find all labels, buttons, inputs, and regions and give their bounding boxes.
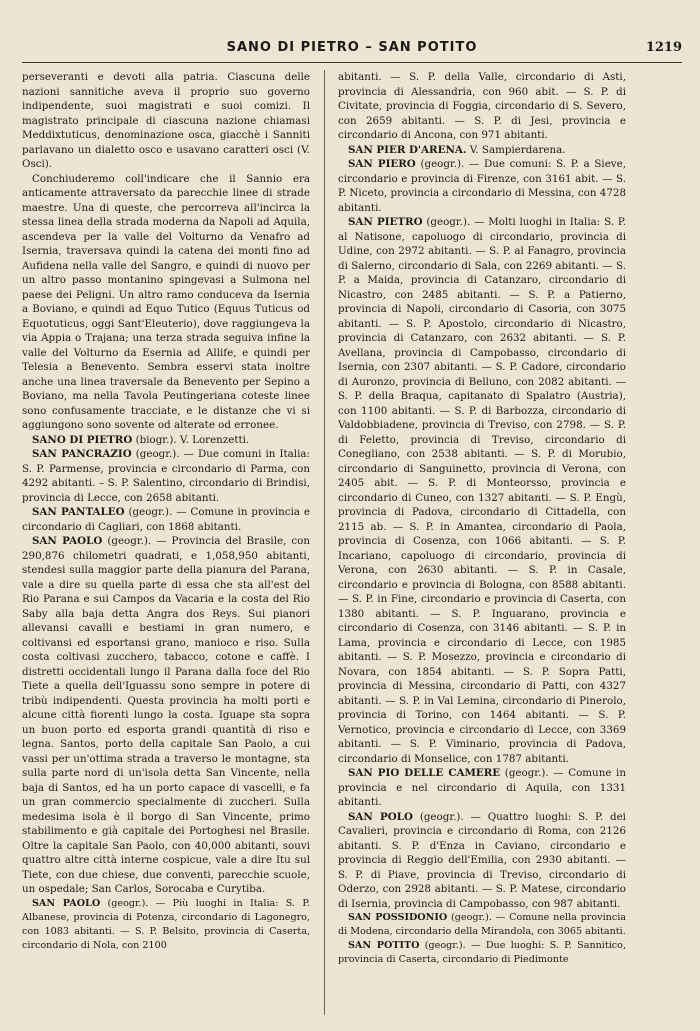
page-number: 1219 <box>645 40 682 55</box>
entry-paragraph <box>338 939 626 967</box>
entry-text: V. Sampierdarena. <box>469 143 566 156</box>
entry-text: (geogr.). — Due luoghi: S. P. Sannitico, provincia di Caserta, circondario di Piedimonte <box>338 940 626 965</box>
header-title: SANO DI PIETRO – SAN POTITO <box>226 40 478 55</box>
entry-paragraph <box>338 70 626 143</box>
entry-paragraph <box>22 433 310 448</box>
running-header <box>22 34 682 63</box>
entry-paragraph <box>22 505 310 534</box>
entry-headword: SAN PANTALEO <box>32 506 125 518</box>
entry-paragraph <box>22 534 310 897</box>
entry-headword: SAN PIETRO <box>348 216 423 228</box>
entry-text: perseveranti e devoti alla patria. Ciascuna delle nazioni sannitiche aveva il proprio suo governo indipendente, suoi magistrati e suoi comizi. Il magistrato principale di ciascuna nazione chiamasi Meddixtuticus, denominazione osca, giacchè i Sanniti parlavano un dialetto osco e usavano caratteri osci (V. Osci). <box>22 71 310 170</box>
entry-paragraph <box>338 157 626 215</box>
entry-headword: SAN PAOLO <box>32 535 103 547</box>
entry-paragraph <box>338 215 626 766</box>
entry-paragraph <box>22 897 310 953</box>
entry-text: (geogr.). — Quattro luoghi: S. P. dei Cavalieri, provincia e circondario di Roma, con 2126 abitanti. S. P. d'Enza in Caviano, circondario e provincia di Reggio dell'Emilia, con 2930 abitanti. — S. P. di Piave, provincia di Treviso, circondario di Oderzo, con 2928 abitanti. — S. P. Matese, circondario di Isernia, provincia di Campobasso, con 987 abitanti. <box>338 810 626 910</box>
entry-headword: SAN PIER D'ARENA. <box>348 143 467 156</box>
entry-headword: SAN POLO <box>348 810 413 823</box>
dictionary-page <box>22 34 682 1024</box>
entry-paragraph <box>338 911 626 939</box>
column-divider <box>324 70 325 1015</box>
entry-headword: SAN PAOLO <box>32 897 101 909</box>
entry-text: (geogr.). — Due comuni: S. P. a Sieve, circondario e provincia di Firenze, con 3161 abit. — S. P. Niceto, provincia a circondario di Messina, con 4728 abitanti. <box>338 158 626 214</box>
right-column <box>338 70 626 1020</box>
entry-text: (geogr.). — Due comuni in Italia: S. P. Parmense, provincia e circondario di Parma, con 4292 abitanti. – S. P. Salentino, circondario di Brindisi, provincia di Lecce, con 2658 abitanti. <box>22 448 310 504</box>
entry-paragraph <box>338 810 626 912</box>
entry-text: (geogr.). — Più luoghi in Italia: S. P. Albanese, provincia di Potenza, circondario di Lagonegro, con 1083 abitanti. — S. P. Belsito, provincia di Caserta, circondario di Nola, con 2100 <box>22 897 310 951</box>
entry-headword: SANO DI PIETRO <box>32 433 133 446</box>
entry-paragraph <box>22 70 310 172</box>
entry-text: (geogr.). — Comune in provincia e nel circondario di Aquila, con 1331 abitanti. <box>338 767 626 808</box>
entry-paragraph <box>22 447 310 505</box>
entry-text: (geogr.). — Comune nella provincia di Modena, circondario della Mirandola, con 3065 abitanti. <box>338 912 626 937</box>
entry-text: (biogr.). V. Lorenzetti. <box>135 433 250 446</box>
entry-text: (geogr.). — Comune in provincia e circondario di Cagliari, con 1868 abitanti. <box>22 506 310 533</box>
entry-headword: SAN PIERO <box>348 158 416 170</box>
entry-text: abitanti. — S. P. della Valle, circondario di Asti, provincia di Alessandria, con 960 abit. — S. P. di Civitate, provincia di Foggia, circondario di S. Severo, con 2659 abitanti. — S. P. di Jesi, provincia e circondario di Ancona, con 971 abitanti. <box>338 71 626 141</box>
entry-text: (geogr.). — Molti luoghi in Italia: S. P. al Natisone, capoluogo di circondario, provincia di Udine, con 2972 abitanti. — S. P. al Fanagro, provincia di Salerno, circondario di Sala, con 2269 abitanti. — S. P. a Maida, provincia di Catanzaro, circondario di Nicastro, con 2485 abitanti. — S. P. a Patierno, provincia di Napoli, circondario di Casoria, con 3075 abitanti. — S. P. Apostolo, circondario di Nicastro, provincia di Catanzaro, con 2632 abitanti. — S. P. Avellana, provincia di Campobasso, circondario di Isernia, con 2307 abitanti. — S. P. Cadore, circondario di Auronzo, provincia di Belluno, con 2082 abitanti. — S. P. della Braqua, capitanato di Spalatro (Austria), con 1100 abitanti. — S. P. di Barbozza, circondario di Valdobbiadene, provincia di Treviso, con 2798. — S. P. di Feletto, provincia di Treviso, circondario di Conegliano, con 2538 abitanti. — S. P. di Morubio, circondario di Sanguinetto, provincia di Verona, con 2405 abit. — S. P. di Monteorsso, provincia e circondario di Cuneo, con 1327 abitanti. — S. P. Engù, provincia di Padova, circondario di Cittadella, con 2115 ab. — S. P. in Amantea, circondario di Paola, provincia di Cosenza, con 1066 abitanti. — S. P. Incariano, capoluogo di circondario, provincia di Verona, con 2630 abitanti. — S. P. in Casale, circondario e provincia di Bologna, con 8588 abitanti. — S. P. in Fine, circondario e provincia di Caserta, con 1380 abitanti. — S. P. Inguarano, provincia e circondario di Cosenza, con 3146 abitanti. — S. P. in Lama, provincia e circondario di Lecce, con 1985 abitanti. — S. P. Mosezzo, provincia e circondario di Novara, con 1854 abitanti. — S. P. Sopra Patti, provincia di Messina, circondario di Patti, con 4327 abitanti. — S. P. in Val Lemina, circondario di Pinerolo, provincia di Torino, con 1464 abitanti. — S. P. Vernotico, provincia e circondario di Lecce, con 3369 abitanti. — S. P. Viminario, provincia di Padova, circondario di Monselice, con 1787 abitanti. <box>338 216 626 765</box>
entry-paragraph <box>22 172 310 433</box>
entry-headword: SAN POTITO <box>348 940 420 951</box>
entry-paragraph <box>338 143 626 158</box>
entry-headword: SAN PIO DELLE CAMERE <box>348 767 501 779</box>
left-column <box>22 70 310 1020</box>
entry-text: (geogr.). — Provincia del Brasile, con 290,876 chilometri quadrati, e 1,058,950 abitanti, stendesi sulla maggior parte della pianura del Parana, vale a dire su quella parte di essa che sta all'est del Rio Parana e sui Campos da Vacaria e la costa del Rio Saby alla baja detta Angra dos Reys. Sui pianori allevansi cavalli e bestiami in gran numero, e coltivansi ed esportansi grano, manioco e riso. Sulla costa coltivasi zucchero, tabacco, cotone e caffè. I distretti occidentali lungo il Parana dalla foce del Rio Tiete a quella dell'Iguassu sono sempre in potere di tribù indipendenti. Questa provincia ha molti porti e alcune città fiorenti lungo la costa. Iguape sta sopra un buon porto ed esporta grandi quantità di riso e legna. Santos, porto della capitale San Paolo, a cui vassi per un'ottima strada a traverso le montagne, sta sulla parte nord di un'isola detta San Vincente, nella baja di Santos, ed ha un porto capace di vascelli, e fa un gran commercio specialmente di zuccheri. Sulla medesima isola è il borgo di San Vincente, primo stabilimento e già capitale dei Portoghesi nel Brasile. Oltre la capitale San Paolo, con 40,000 abitanti, souvi quattro altre città interne cospicue, vale a dire Itu sul Tiete, con due chiese, due conventi, parecchie scuole, un ospedale; San Carlos, Sorocaba e Curytiba. <box>22 535 310 895</box>
entry-headword: SAN POSSIDONIO <box>348 912 448 923</box>
entry-paragraph <box>338 766 626 810</box>
entry-text: Conchiuderemo coll'indicare che il Sannio era anticamente attraversato da parecchie linee di strade maestre. Una di queste, che percorreva all'incirca la stessa linea della strada moderna da Napoli ad Aquila, ascendeva per la valle del Volturno da Venafro ad Isernia, traversava quindi la catena dei monti fino ad Aufidena nella valle del Sangro, e quindi di nuovo per un altro passo montanino spingevasi a Sulmona nel paese dei Peligni. Un altro ramo conduceva da Isernia a Boviano, e quindi ad Equo Tutico (Equus Tuticus od Equotuticus, oggi Sant'Eleuterio), dove raggiungeva la via Appia o Trajana; una terza strada seguiva infine la valle del Volturno da Esernia ad Allife, e quindi per Telesia a Benevento. Sembra esservi stata inoltre anche una linea traversale da Benevento per Sepino a Boviano, ma nella Tavola Peutingeriana coteste linee sono confusamente tracciate, e le distanze che vi si aggiungono sono sovente od alterate od erronee. <box>22 172 310 431</box>
entry-headword: SAN PANCRAZIO <box>32 448 132 460</box>
